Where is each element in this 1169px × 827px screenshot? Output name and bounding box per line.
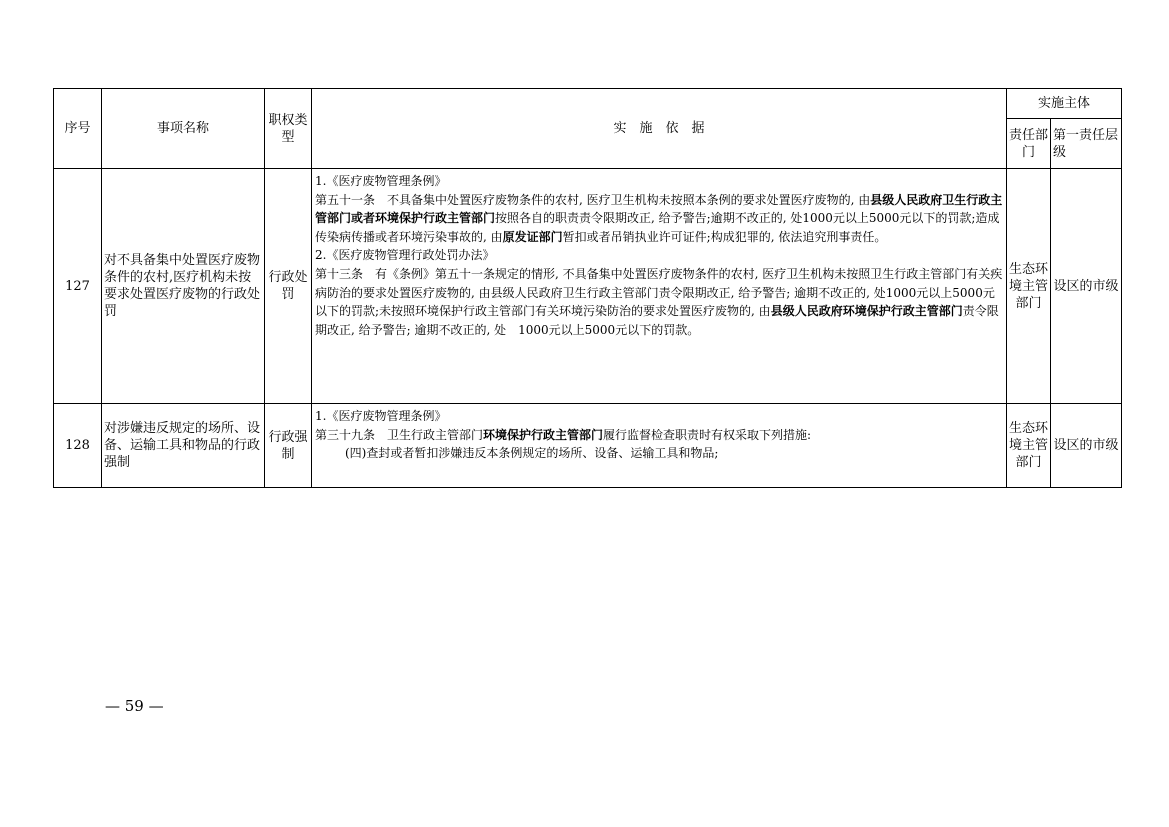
- row-basis: [312, 169, 1007, 404]
- basis-text: 2.《医疗废物管理行政处罚办法》: [315, 248, 495, 263]
- row-seq: 127: [54, 169, 102, 404]
- row-power-type: 行政强制: [265, 404, 312, 488]
- basis-text: 责令限期改正, 给予警告; 逾期不改正的, 处 1000元以上5000元以下的罚款。: [315, 304, 999, 337]
- header-subject: 实施主体: [1007, 89, 1122, 119]
- table-row: [54, 169, 1122, 404]
- basis-text: 履行监督检查职责时有权采取下列措施:: [603, 427, 812, 442]
- power-list-table: [53, 88, 1122, 488]
- row-item-name: 对不具备集中处置医疗废物条件的农村,医疗机构未按要求处置医疗废物的行政处罚: [102, 169, 265, 404]
- row-resp-dept: 生态环境主管部门: [1007, 404, 1051, 488]
- header-power-type: 职权类型: [265, 89, 312, 169]
- basis-paragraph: [315, 444, 1004, 463]
- header-resp-dept: 责任部门: [1007, 119, 1051, 169]
- page-number: — 59 —: [105, 697, 164, 715]
- basis-text: (四)查封或者暂扣涉嫌违反本条例规定的场所、设备、运输工具和物品;: [345, 446, 719, 461]
- header-item-name: 事项名称: [102, 89, 265, 169]
- row-resp-dept: 生态环境主管部门: [1007, 169, 1051, 404]
- basis-paragraph: [315, 246, 1004, 265]
- row-power-type: 行政处罚: [265, 169, 312, 404]
- row-seq: 128: [54, 404, 102, 488]
- basis-text: 1.《医疗废物管理条例》: [315, 174, 447, 188]
- basis-text-bold: 县级人民政府卫生行政主管部门或者环境保护行政主管部门: [315, 192, 1003, 226]
- basis-text: 第十三条 有《条例》第五十一条规定的情形, 不具备集中处置医疗废物条件的农村, 医疗卫生机构未按照卫生行政主管部门有关疾病防治的要求处置医疗废物的, 由县级人民政府卫生行政主管部门责令限期改正, 给予警告; 逾期不改正的, 处1000元以上5000元以下的罚款;未按照环境保护行政主管部门有关环境污染防治的要求处置医疗废物的, 由: [315, 266, 1003, 319]
- basis-paragraph: [315, 172, 1004, 191]
- row-item-name: 对涉嫌违反规定的场所、设备、运输工具和物品的行政强制: [102, 404, 265, 488]
- table-row: [54, 404, 1122, 488]
- row-first-level: 设区的市级: [1051, 169, 1122, 404]
- row-basis: [312, 404, 1007, 488]
- basis-text-bold: 环境保护行政主管部门: [483, 427, 604, 442]
- basis-paragraph: [315, 265, 1004, 339]
- header-seq: 序号: [54, 89, 102, 169]
- basis-text: 第三十九条 卫生行政主管部门: [315, 427, 484, 442]
- basis-text: 第五十一条 不具备集中处置医疗废物条件的农村, 医疗卫生机构未按照本条例的要求处置医疗废物的, 由: [315, 192, 871, 207]
- basis-text-bold: 县级人民政府环境保护行政主管部门: [770, 304, 963, 319]
- basis-paragraph: [315, 407, 1004, 426]
- basis-text: 1.《医疗废物管理条例》: [315, 409, 447, 423]
- basis-text: 按照各自的职责责令限期改正, 给予警告;逾期不改正的, 处1000元以上5000元以下的罚款;造成传染病传播或者环境污染事故的, 由: [315, 211, 1000, 244]
- basis-paragraph: [315, 191, 1004, 247]
- header-first-level: 第一责任层级: [1051, 119, 1122, 169]
- basis-text-bold: 原发证部门: [502, 229, 563, 244]
- row-first-level: 设区的市级: [1051, 404, 1122, 488]
- basis-text: 暂扣或者吊销执业许可证件;构成犯罪的, 依法追究刑事责任。: [562, 229, 887, 244]
- basis-paragraph: [315, 426, 1004, 445]
- header-basis: 实 施 依 据: [312, 89, 1007, 169]
